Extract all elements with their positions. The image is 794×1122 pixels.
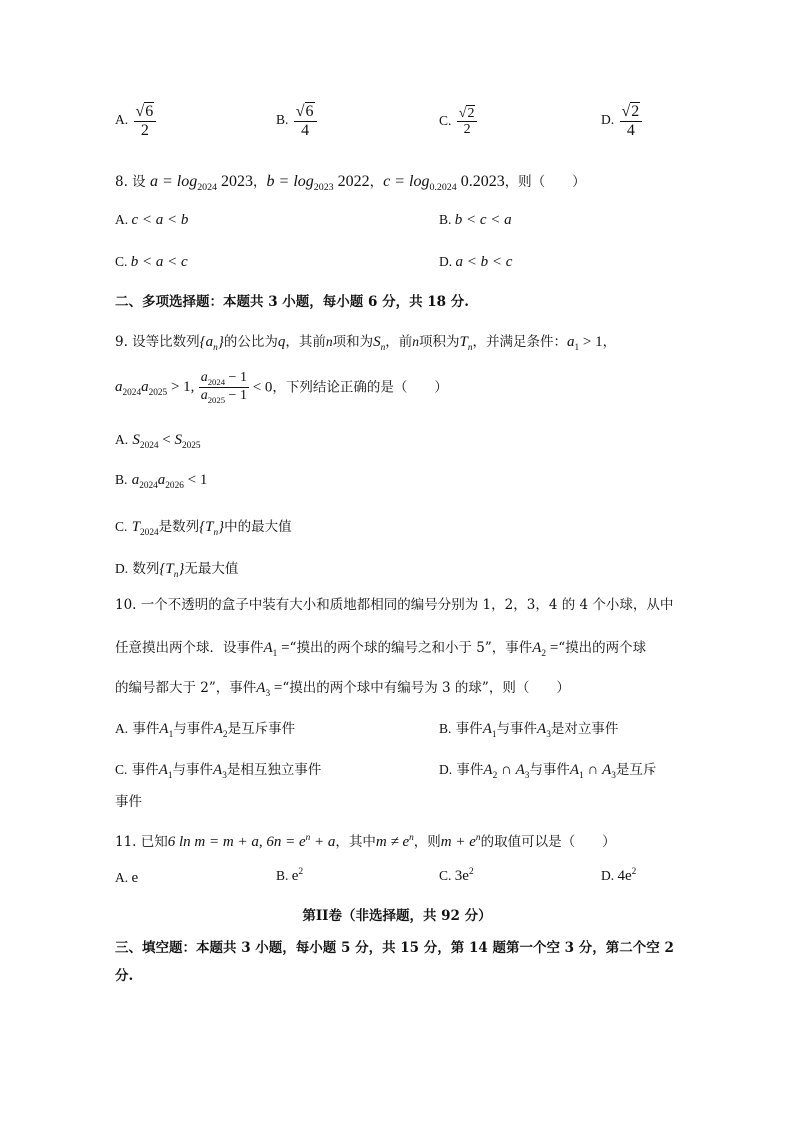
q10-stem-line1: 10. 一个不透明的盒子中装有大小和质地都相同的编号分别为 1，2，3，4 的 4 个小球，从中	[115, 597, 674, 613]
q10-option-a: A. 事件$A_1$与事件$A_2$是互斥事件	[115, 721, 296, 740]
comma: ，	[253, 174, 267, 190]
q8-option-d	[439, 254, 512, 271]
q8-c-def: $c = \log_{0.2024} 0.2023$	[383, 173, 505, 194]
q10-stem-line3: 的编号都大于 2”，事件$A_3$ =“摸出的两个球中有编号为 3 的球”，则（ ）	[115, 680, 570, 699]
option-letter: C.	[115, 254, 128, 269]
radicand: 2	[631, 103, 640, 120]
q11-option-d: D. $4e^2$	[601, 867, 637, 884]
comma: ，	[369, 174, 384, 190]
q8-b-def: $b = \log_{2023} 2022$	[266, 173, 370, 194]
option-letter: A.	[115, 212, 129, 227]
q10-option-c: C. 事件$A_1$与事件$A_3$是相互独立事件	[115, 762, 322, 781]
fraction: $\frac{√2}{4}$	[620, 103, 643, 139]
option-letter: B.	[439, 212, 452, 227]
section3-heading-line2: 分.	[115, 968, 134, 984]
radicand: 6	[305, 103, 314, 120]
q7-option-a	[115, 103, 156, 139]
q9-option-c: C. $T_{2024}$是数列$\{T_n\}$中的最大值	[115, 519, 292, 538]
fraction: $\frac{√6}{4}$	[294, 103, 317, 139]
denominator: 2	[140, 121, 149, 139]
q10-option-d: D. 事件$A_2$ ∩ $A_3$与事件$A_1$ ∩ $A_3$是互斥	[439, 762, 657, 781]
q10-stem-line2: 任意摸出两个球．设事件$A_1$ =“摸出的两个球的编号之和小于 5”，事件$A_2$ =“摸出的两个球	[115, 640, 647, 659]
q9-stem-line2: $a_{2024}a_{2025} > 1$, $\frac{a_{2024} - 1}{a_{2025} - 1}$ < 0，下列结论正确的是（ ）	[115, 370, 448, 406]
denominator: 4	[301, 121, 310, 139]
q10-option-d-wrap: 事件	[115, 794, 142, 810]
q9-option-a: A. $S_{2024} < S_{2025}$	[115, 432, 201, 451]
option-text: b < a < c	[130, 254, 188, 270]
q11-stem: 11. 已知6 ln m = m + a, $6n = e^n + a$，其中$m \ne e^n$，则$m + e^n$的取值可以是（ ）	[115, 833, 616, 850]
option-letter: A.	[115, 112, 129, 128]
fraction: $\frac{√2}{2}$	[457, 106, 478, 138]
section3-heading-line1: 三、填空题：本题共 3 小题，每小题 5 分，共 15 分，第 14 题第一个空 3 分，第二个空 2	[115, 940, 674, 956]
q9-fraction: $\frac{a_{2024} - 1}{a_{2025} - 1}$	[200, 370, 247, 406]
option-text: a < b < c	[455, 254, 513, 270]
radicand: 6	[145, 103, 154, 120]
q9-option-d: D. 数列$\{T_n\}$无最大值	[115, 561, 239, 580]
q8-option-b	[439, 212, 512, 229]
q10-option-b: B. 事件$A_1$与事件$A_3$是对立事件	[439, 721, 619, 740]
denominator: 4	[626, 121, 635, 139]
option-text: c < a < b	[131, 212, 189, 228]
option-letter: C.	[439, 112, 452, 128]
q11-option-a: A. e	[115, 870, 139, 886]
q9-stem-line1: 9. 设等比数列$\{a_n\}$的公比为q，其前n项和为$S_n$，前n项积为$T_n$，并满足条件：$a_1 > 1$，	[115, 334, 617, 353]
q11-option-c: C. $3e^2$	[439, 867, 474, 884]
q8-tail: ，则（ ）	[504, 174, 586, 190]
option-letter: B.	[276, 112, 289, 128]
denominator: 2	[463, 122, 471, 138]
q8-number: 8. 设	[115, 174, 146, 190]
radicand: 2	[467, 106, 475, 121]
fraction: $\frac{√6}{2}$	[134, 103, 157, 139]
q8-a-def: $a = \log_{2024} 2023$	[149, 173, 254, 194]
q7-option-c	[439, 106, 477, 138]
q11-option-b: B. $e^2$	[276, 867, 304, 884]
option-letter: D.	[601, 112, 615, 128]
q7-option-d	[601, 103, 642, 139]
q9-option-b: B. $a_{2024}a_{2026} < 1$	[115, 472, 208, 491]
section2-heading: 二、多项选择题：本题共 3 小题，每小题 6 分，共 18 分.	[115, 294, 469, 310]
option-text: b < c < a	[454, 212, 512, 228]
q8-option-a	[115, 212, 188, 229]
part2-heading: 第II卷（非选择题，共 92 分）	[302, 908, 492, 924]
option-letter: D.	[439, 254, 453, 269]
q7-option-b	[276, 103, 317, 139]
q8-stem	[115, 170, 586, 193]
q8-option-c	[115, 254, 188, 271]
